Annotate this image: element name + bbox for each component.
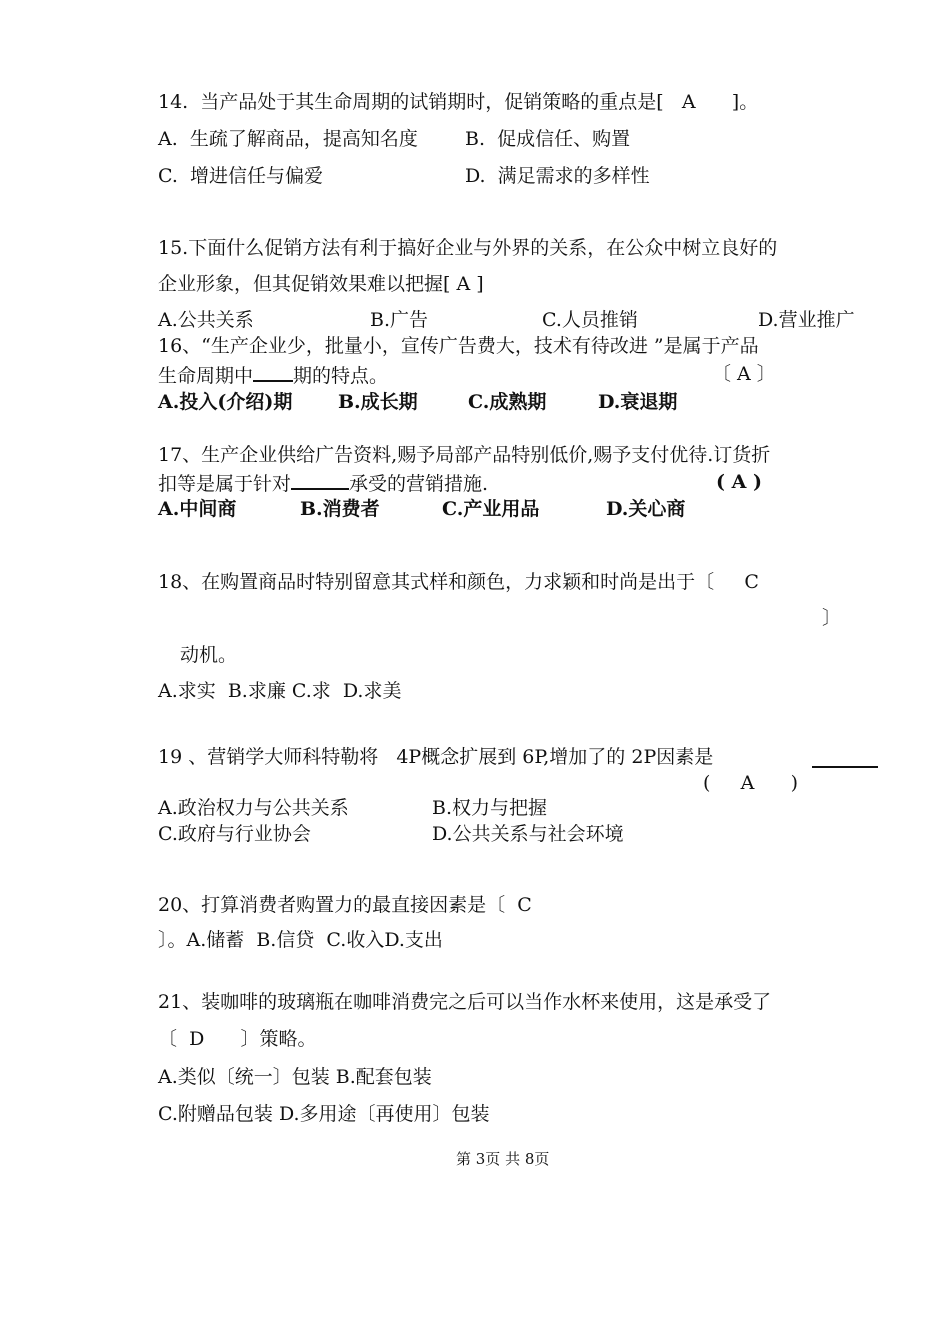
q18-bracket: 〕 [822, 607, 842, 629]
q17-line2-suffix: 承受的营销措施. [349, 473, 489, 495]
q17-option-d: D.关心商 [606, 498, 686, 520]
q17-option-b: B.消费者 [300, 498, 380, 520]
q17-line2 [158, 470, 488, 496]
q14-option-a: A. 生疏了解商品，提高知名度 [158, 128, 418, 150]
q14-option-d: D. 满足需求的多样性 [465, 165, 650, 187]
q15-line2: 企业形象，但其促销效果难以把握[ A ] [158, 273, 484, 295]
q16-line2 [158, 362, 388, 388]
q18-line1: 18、在购置商品时特别留意其式样和颜色，力求颖和时尚是出于〔 C [158, 571, 759, 593]
q21-line2: 〔 D 〕策略。 [158, 1028, 317, 1050]
page-footer: 第 3页 共 8页 [456, 1150, 550, 1168]
q16-blank [253, 362, 293, 382]
q19-option-a: A.政治权力与公共关系 [158, 797, 349, 819]
q21-line4: C.附赠品包装 D.多用途〔再使用〕包装 [158, 1103, 490, 1125]
q14-option-b: B. 促成信任、购置 [465, 128, 631, 150]
q17-option-a: A.中间商 [158, 498, 237, 520]
q17-line2-prefix: 扣等是属于针对 [158, 473, 292, 495]
q16-option-a: A.投入(介绍)期 [158, 391, 293, 413]
q14-option-c: C. 增进信任与偏爱 [158, 165, 323, 187]
q16-option-b: B.成长期 [338, 391, 418, 413]
q15-option-a: A.公共关系 [158, 309, 254, 331]
q16-option-c: C.成熟期 [468, 391, 547, 413]
q19-answer: ( A ) [703, 772, 798, 794]
q18-line3: 动机。 [180, 644, 238, 666]
q16-line2-suffix: 期的特点。 [293, 365, 389, 387]
q14-stem: 14. 当产品处于其生命周期的试销期时，促销策略的重点是[ A ]。 [158, 91, 759, 113]
q16-line2-prefix: 生命周期中 [158, 365, 254, 387]
q19-line1 [158, 745, 713, 769]
q19-option-d: D.公共关系与社会环境 [432, 823, 624, 845]
q15-option-b: B.广告 [370, 309, 429, 331]
q17-blank [291, 470, 349, 490]
q16-option-d: D.衰退期 [598, 391, 678, 413]
q17-option-c: C.产业用品 [442, 498, 540, 520]
q18-options: A.求实 B.求廉 C.求 D.求美 [158, 680, 402, 702]
q17-line1: 17、生产企业供给广告资料,赐予局部产品特别低价,赐予支付优待.订货折 [158, 444, 771, 466]
q19-option-c: C.政府与行业协会 [158, 823, 311, 845]
q19-stem: 19 、营销学大师科特勒将 4P概念扩展到 6P,增加了的 2P因素是 [158, 746, 714, 768]
q19-blank [812, 766, 878, 768]
q20-line1: 20、打算消费者购置力的最直接因素是〔 C [158, 894, 532, 916]
q19-option-b: B.权力与把握 [432, 797, 548, 819]
q21-line1: 21、装咖啡的玻璃瓶在咖啡消费完之后可以当作水杯来使用，这是承受了 [158, 991, 772, 1013]
q15-option-c: C.人员推销 [542, 309, 638, 331]
q15-option-d: D.营业推广 [758, 309, 855, 331]
q17-answer: ( A ) [716, 471, 762, 493]
q21-line3: A.类似〔统一〕包装 B.配套包装 [158, 1066, 432, 1088]
q15-line1: 15.下面什么促销方法有利于搞好企业与外界的关系，在公众中树立良好的 [158, 237, 778, 259]
q16-answer: 〔 A 〕 [712, 363, 776, 385]
q20-line2: 〕。A.储蓄 B.信贷 C.收入D.支出 [158, 929, 443, 951]
q16-line1: 16、“生产企业少，批量小，宣传广告费大，技术有待改进 ”是属于产品 [158, 335, 759, 357]
